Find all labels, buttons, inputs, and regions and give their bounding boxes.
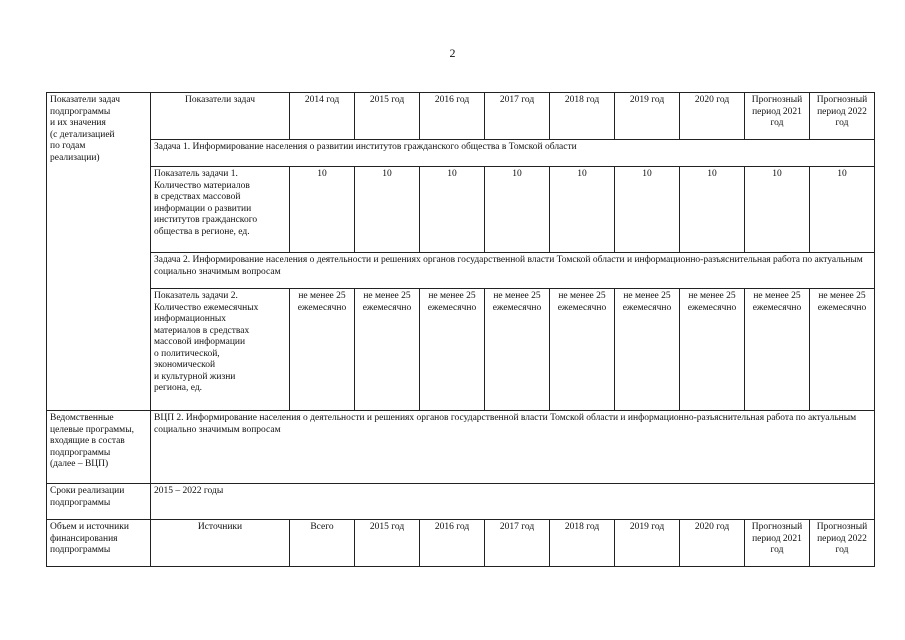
indicators-header-row: [47, 93, 875, 140]
terms-value: 2015 – 2022 годы: [151, 484, 875, 520]
funding-header-row: [47, 520, 875, 567]
task2-indicator-label: Показатель задачи 2. Количество ежемесячных информационных материалов в средствах массовой информации о политической, экономической и культурной жизни региона, ед.: [151, 289, 290, 411]
task2-value-2019: не менее 25 ежемесячно: [615, 289, 680, 411]
page-number: 2: [449, 46, 456, 60]
year-header-2018: 2018 год: [550, 93, 615, 140]
terms-row: [47, 484, 875, 520]
task1-value-2014: 10: [290, 167, 355, 253]
indicators-header-label: Показатели задач: [151, 93, 290, 140]
funding-col-2017: 2017 год: [485, 520, 550, 567]
terms-label: Сроки реализации подпрограммы: [47, 484, 151, 520]
task1-indicator-label: Показатель задачи 1. Количество материалов в средствах массовой информации о развитии институтов гражданского общества в регионе, ед.: [151, 167, 290, 253]
task2-value-2020: не менее 25 ежемесячно: [680, 289, 745, 411]
funding-col-2019: 2019 год: [615, 520, 680, 567]
task1-value-2016: 10: [420, 167, 485, 253]
funding-label: Объем и источники финансирования подпрограммы: [47, 520, 151, 567]
funding-col-2022: Прогнозный период 2022 год: [810, 520, 875, 567]
year-header-2017: 2017 год: [485, 93, 550, 140]
year-header-2015: 2015 год: [355, 93, 420, 140]
task1-title: Задача 1. Информирование населения о развитии институтов гражданского общества в Томской области: [151, 140, 875, 167]
funding-col-2021: Прогнозный период 2021 год: [745, 520, 810, 567]
funding-col-2015: 2015 год: [355, 520, 420, 567]
funding-col-2020: 2020 год: [680, 520, 745, 567]
task2-value-2018: не менее 25 ежемесячно: [550, 289, 615, 411]
task2-indicator-row: [47, 289, 875, 411]
task1-value-2019: 10: [615, 167, 680, 253]
vcp-text: ВЦП 2. Информирование населения о деятельности и решениях органов государственной власти Томской области и информационно-разъяснительная работа по актуальным социально значимым вопросам: [151, 411, 875, 484]
task1-value-2015: 10: [355, 167, 420, 253]
task1-indicator-row: [47, 167, 875, 253]
year-header-2014: 2014 год: [290, 93, 355, 140]
funding-sources-label: Источники: [151, 520, 290, 567]
year-header-2019: 2019 год: [615, 93, 680, 140]
task1-value-2020: 10: [680, 167, 745, 253]
subprogram-passport-table: [46, 92, 875, 567]
task2-title: Задача 2. Информирование населения о деятельности и решениях органов государственной власти Томской области и информационно-разъяснительная работа по актуальным социально значимым вопросам: [151, 253, 875, 289]
task1-value-2018: 10: [550, 167, 615, 253]
task2-value-2022: не менее 25 ежемесячно: [810, 289, 875, 411]
year-header-2021: Прогнозный период 2021 год: [745, 93, 810, 140]
indicators-row-label: Показатели задач подпрограммы и их значения (с детализацией по годам реализации): [47, 93, 151, 411]
funding-col-total: Всего: [290, 520, 355, 567]
year-header-2022: Прогнозный период 2022 год: [810, 93, 875, 140]
task1-value-2021: 10: [745, 167, 810, 253]
year-header-2020: 2020 год: [680, 93, 745, 140]
task2-value-2015: не менее 25 ежемесячно: [355, 289, 420, 411]
task1-value-2017: 10: [485, 167, 550, 253]
task1-title-row: [47, 140, 875, 167]
funding-col-2018: 2018 год: [550, 520, 615, 567]
task2-title-row: [47, 253, 875, 289]
task1-value-2022: 10: [810, 167, 875, 253]
task2-value-2016: не менее 25 ежемесячно: [420, 289, 485, 411]
vcp-label: Ведомственные целевые программы, входящие в состав подпрограммы (далее – ВЦП): [47, 411, 151, 484]
vcp-row: [47, 411, 875, 484]
funding-col-2016: 2016 год: [420, 520, 485, 567]
task2-value-2014: не менее 25 ежемесячно: [290, 289, 355, 411]
year-header-2016: 2016 год: [420, 93, 485, 140]
task2-value-2017: не менее 25 ежемесячно: [485, 289, 550, 411]
task2-value-2021: не менее 25 ежемесячно: [745, 289, 810, 411]
